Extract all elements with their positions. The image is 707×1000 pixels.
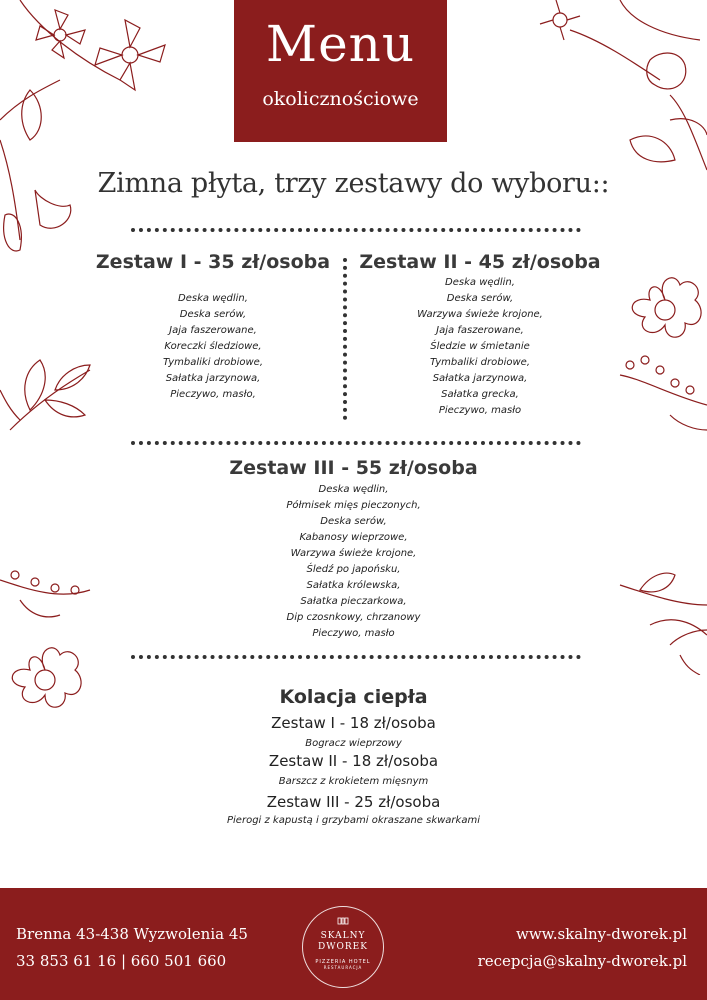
list-item: Śledzie w śmietanie xyxy=(430,341,530,352)
set-3-items xyxy=(0,482,707,642)
set-1-items xyxy=(90,291,336,403)
list-item: Warzywa świeże krojone, xyxy=(290,548,417,559)
list-item: Jaja faszerowane, xyxy=(169,325,257,336)
set-3-title: Zestaw III - 55 zł/osoba xyxy=(229,457,478,479)
kolacja-option-1-desc: Bogracz wieprzowy xyxy=(305,738,402,749)
kolacja-option-2: Zestaw II - 18 zł/osoba xyxy=(268,752,439,770)
list-item: Pieczywo, masło xyxy=(312,628,395,639)
list-item: Dip czosnkowy, chrzanowy xyxy=(286,612,421,623)
list-item: Sałatka jarzynowa, xyxy=(432,373,528,384)
footer-email-link[interactable]: recepcja@skalny-dworek.pl xyxy=(477,952,687,970)
kolacja-option-3: Zestaw III - 25 zł/osoba xyxy=(266,793,441,811)
list-item: Deska wędlin, xyxy=(318,484,389,495)
list-item: Sałatka grecka, xyxy=(441,389,519,400)
list-item: Deska wędlin, xyxy=(178,293,248,304)
kolacja-option-3-desc: Pierogi z kapustą i grzybami okraszane skwarkami xyxy=(227,815,480,826)
floral-decoration-right-middle xyxy=(610,265,707,445)
page-subtitle: okolicznościowe xyxy=(262,88,419,110)
list-item: Tymbaliki drobiowe, xyxy=(162,357,263,368)
divider-top xyxy=(131,228,581,232)
list-item: Warzywa świeże krojone, xyxy=(417,309,543,320)
list-item: Tymbaliki drobiowe, xyxy=(429,357,530,368)
menu-header xyxy=(234,0,447,142)
list-item: Pieczywo, masło xyxy=(438,405,522,416)
list-item: Deska serów, xyxy=(446,293,514,304)
footer-address: Brenna 43-438 Wyzwolenia 45 xyxy=(16,925,248,943)
hotel-logo xyxy=(302,906,384,988)
logo-mark-icon xyxy=(337,917,349,925)
footer xyxy=(0,888,707,1000)
list-item: Jaja faszerowane, xyxy=(436,325,524,336)
floral-decoration-top-left xyxy=(0,0,200,280)
list-item: Sałatka królewska, xyxy=(306,580,401,591)
footer-website-link[interactable]: www.skalny-dworek.pl xyxy=(515,925,687,943)
divider-bottom xyxy=(131,655,581,659)
divider-vertical xyxy=(343,258,347,420)
list-item: Sałatka pieczarkowa, xyxy=(300,596,407,607)
logo-line-1: SKALNY xyxy=(320,931,366,941)
kolacja-option-2-desc: Barszcz z krokietem mięsnym xyxy=(278,776,429,787)
set-2-items xyxy=(355,275,605,419)
floral-decoration-left-middle xyxy=(0,330,100,440)
divider-middle xyxy=(131,441,581,445)
list-item: Sałatka jarzynowa, xyxy=(165,373,261,384)
logo-line-4: RESTAURACJA xyxy=(323,965,363,970)
footer-phones: 33 853 61 16 | 660 501 660 xyxy=(16,952,227,970)
list-item: Deska wędlin, xyxy=(445,277,515,288)
list-item: Pieczywo, masło, xyxy=(170,389,256,400)
set-1-title: Zestaw I - 35 zł/osoba xyxy=(95,251,331,273)
list-item: Półmisek mięs pieczonych, xyxy=(286,500,421,511)
logo-line-3: PIZZERIA HOTEL xyxy=(315,959,371,965)
list-item: Koreczki śledziowe, xyxy=(164,341,262,352)
list-item: Kabanosy wieprzowe, xyxy=(299,532,408,543)
list-item: Śledź po japońsku, xyxy=(306,564,401,575)
kolacja-option-1: Zestaw I - 18 zł/osoba xyxy=(271,714,436,732)
page-title: Menu xyxy=(265,15,416,73)
set-2-title: Zestaw II - 45 zł/osoba xyxy=(359,251,601,273)
kolacja-title: Kolacja ciepła xyxy=(279,686,428,708)
list-item: Deska serów, xyxy=(179,309,247,320)
logo-line-2: DWOREK xyxy=(318,942,368,952)
list-item: Deska serów, xyxy=(320,516,387,527)
intro-heading: Zimna płyta, trzy zestawy do wyboru:: xyxy=(97,168,610,199)
